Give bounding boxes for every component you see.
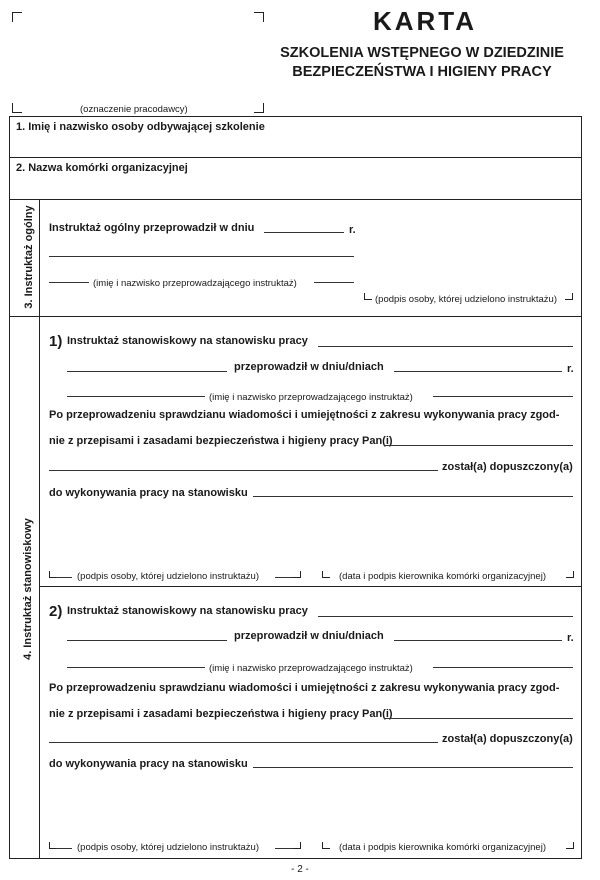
block-2-manager-caption: (data i podpis kierownika komórki organizacyjnej) [339,842,546,853]
block-2-date-line[interactable] [394,640,562,641]
trainee-sign-bracket-right [565,293,573,300]
general-training-instructor-line[interactable] [49,256,354,257]
block-2-position-line[interactable] [253,767,573,768]
stamp-corner-top-right [254,12,264,22]
block-2-trainee-line-left [56,848,72,849]
subtitle-line-1: SZKOLENIA WSTĘPNEGO W DZIEDZINIE [280,45,564,61]
block-2-person-line-2[interactable] [49,742,438,743]
block-1-check-line-1: Po przeprowadzeniu sprawdzianu wiadomości i umiejętności z zakresu wykonywania pracy zgod- [49,409,560,421]
block-2-number: 2) [49,603,63,620]
block-1-conducted-label: przeprowadził w dniu/dniach [234,361,384,373]
block-1-person-line[interactable] [384,445,573,446]
block-1-date-line[interactable] [394,371,562,372]
block-1-workstation-line-2[interactable] [67,371,227,372]
block-1-r: r. [567,363,574,375]
instructor-line-right [314,282,354,283]
block-1-check-line-2: nie z przepisami i zasadami bezpieczeństwa i higieny pracy Pan(i) [49,435,393,447]
instructor-line-left [49,282,89,283]
section-label-column-line [39,199,40,859]
general-instructor-caption: (imię i nazwisko przeprowadzającego instruktaż) [93,278,297,289]
block-2-check-line-2: nie z przepisami i zasadami bezpieczeństwa i higieny pracy Pan(i) [49,708,393,720]
block-2-heading: Instruktaż stanowiskowy na stanowisku pracy [67,605,308,617]
block-2-to-work-label: do wykonywania pracy na stanowisku [49,758,248,770]
block-1-trainee-line-right [275,577,293,578]
divider-3 [9,316,582,317]
block-1-manager-caption: (data i podpis kierownika komórki organizacyjnej) [339,571,546,582]
block-1-person-line-2[interactable] [49,470,438,471]
block-2-workstation-line[interactable] [318,616,573,617]
document-subtitle [262,44,582,82]
block-2-check-line-1: Po przeprowadzeniu sprawdzianu wiadomości i umiejętności z zakresu wykonywania pracy zgod- [49,682,560,694]
field-trainee-name-label: 1. Imię i nazwisko osoby odbywającej szkolenie [16,121,265,133]
block-1-admitted-label: został(a) dopuszczony(a) [442,461,573,473]
block-1-instructor-line-right[interactable] [433,396,573,397]
block-1-trainee-bracket-right [293,571,301,578]
block-2-manager-bracket-left [322,842,330,849]
block-1-to-work-label: do wykonywania pracy na stanowisku [49,487,248,499]
divider-2 [9,199,582,200]
block-2-manager-bracket-right [566,842,574,849]
block-2-admitted-label: został(a) dopuszczony(a) [442,733,573,745]
document-title: KARTA [372,6,478,36]
block-1-manager-bracket-left [322,571,330,578]
field-unit-name-label: 2. Nazwa komórki organizacyjnej [16,162,188,174]
general-training-conducted-label: Instruktaż ogólny przeprowadził w dniu [49,222,255,234]
block-2-instructor-line-right[interactable] [433,667,573,668]
block-1-manager-bracket-right [566,571,574,578]
block-1-position-line[interactable] [253,496,573,497]
field-trainee-name-area[interactable] [10,136,580,156]
block-2-workstation-line-2[interactable] [67,640,227,641]
stamp-corner-bottom-right [254,103,264,113]
block-2-r: r. [567,632,574,644]
block-2-trainee-line-right [275,848,293,849]
block-1-number: 1) [49,333,63,350]
block-2-trainee-caption: (podpis osoby, której udzielono instruktażu) [77,842,260,853]
section-4-label: 4. Instruktaż stanowiskowy [22,518,34,660]
general-training-r: r. [349,224,356,236]
block-1-trainee-caption: (podpis osoby, której udzielono instruktażu) [77,571,260,582]
employer-caption: (oznaczenie pracodawcy) [80,104,188,115]
divider-4 [39,586,582,587]
block-2-trainee-bracket-right [293,842,301,849]
block-2-instructor-line-left[interactable] [67,667,205,668]
page-number: - 2 - [291,864,309,875]
subtitle-line-2: BEZPIECZEŃSTWA I HIGIENY PRACY [292,64,552,80]
block-2-person-line[interactable] [384,718,573,719]
field-unit-name-area[interactable] [10,177,580,198]
stamp-corner-bottom-left [12,103,22,113]
divider-1 [9,157,582,158]
block-1-workstation-line[interactable] [318,346,573,347]
block-1-heading: Instruktaż stanowiskowy na stanowisku pracy [67,335,308,347]
section-3-label: 3. Instruktaż ogólny [23,205,35,309]
block-1-trainee-line-left [56,577,72,578]
block-1-instructor-line-left[interactable] [67,396,205,397]
stamp-corner-top-left [12,12,22,22]
block-2-instructor-caption: (imię i nazwisko przeprowadzającego instruktaż) [209,663,413,674]
block-2-conducted-label: przeprowadził w dniu/dniach [234,630,384,642]
block-1-instructor-caption: (imię i nazwisko przeprowadzającego instruktaż) [209,392,413,403]
general-trainee-caption: (podpis osoby, której udzielono instruktażu) [375,294,558,305]
trainee-sign-bracket-left [364,293,372,300]
general-training-date-line[interactable] [264,232,344,233]
